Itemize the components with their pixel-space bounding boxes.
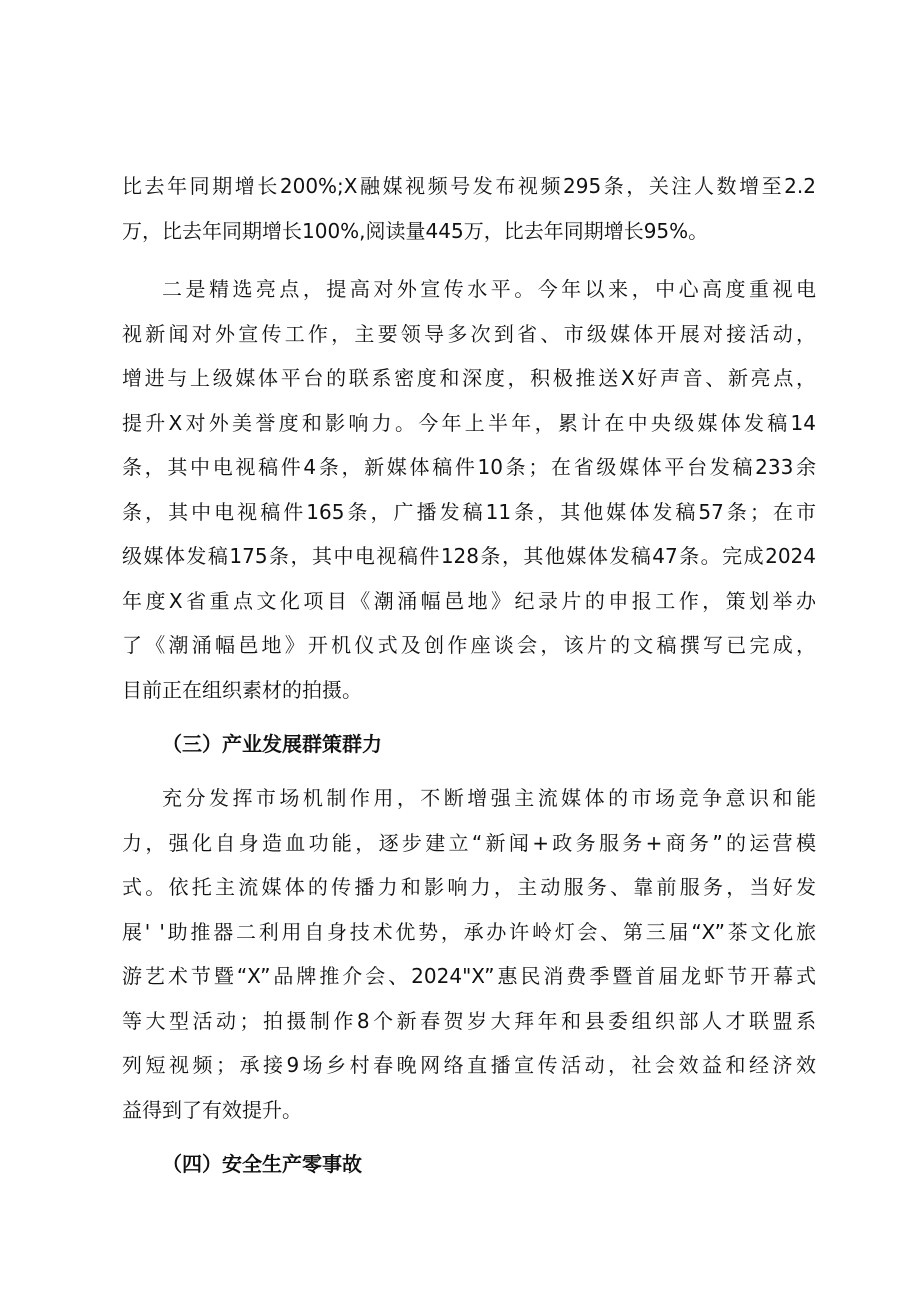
text-line: 条，其中电视稿件4条，新媒体稿件10条；在省级媒体平台发稿233余 [122,455,816,479]
section-heading-safety: （四）安全生产零事故 [162,1152,362,1176]
text-line: 增进与上级媒体平台的联系密度和深度，积极推送X好声音、新亮点， [122,366,816,390]
text-line: 力，强化自身造血功能，逐步建立“新闻+政务服务+商务”的运营模 [122,830,816,855]
text-line: 条，其中电视稿件165条，广播发稿11条，其他媒体发稿57条；在市 [122,499,816,524]
paragraph-growth-stats [122,164,816,253]
text-line: 目前正在组织素材的拍摄。 [122,677,362,702]
text-line: 视新闻对外宣传工作，主要领导多次到省、市级媒体开展对接活动， [122,321,816,346]
text-line: 级媒体发稿175条，其中电视稿件128条，其他媒体发稿47条。完成2024 [122,544,816,568]
text-line: 充分发挥市场机制作用，不断增强主流媒体的市场竞争意识和能 [162,786,816,810]
text-line: 比去年同期增长200%;X融媒视频号发布视频295条，关注人数增至2.2 [122,174,816,198]
document-body [122,164,816,1196]
text-line: 二是精选亮点，提高对外宣传水平。今年以来，中心高度重视电 [162,277,816,301]
text-line: 了《潮涌幅邑地》开机仪式及创作座谈会，该片的文稿撰写已完成， [122,633,816,657]
text-line: 列短视频；承接9场乡村春晚网络直播宣传活动，社会效益和经济效 [122,1053,816,1077]
text-line: 益得到了有效提升。 [122,1097,302,1122]
text-line: 式。依托主流媒体的传播力和影响力，主动服务、靠前服务，当好发 [122,875,816,899]
text-line: 展' '助推器二利用自身技术优势，承办许岭灯会、第三届“X”茶文化旅 [122,919,816,944]
text-line: 年度X省重点文化项目《潮涌幅邑地》纪录片的申报工作，策划举办 [122,588,816,613]
text-line: 万，比去年同期增长100%,阅读量445万，比去年同期增长95%。 [122,218,709,243]
text-line: 提升X对外美誉度和影响力。今年上半年，累计在中央级媒体发稿14 [122,410,816,435]
text-line: 等大型活动；拍摄制作8个新春贺岁大拜年和县委组织部人才联盟系 [122,1008,816,1033]
section-heading-industry: （三）产业发展群策群力 [162,732,382,756]
paragraph-external-publicity [122,267,816,712]
text-line: 游艺术节暨“X”品牌推介会、2024"X”惠民消费季暨首届龙虾节开幕式 [122,964,816,988]
paragraph-industry-development [122,776,816,1132]
